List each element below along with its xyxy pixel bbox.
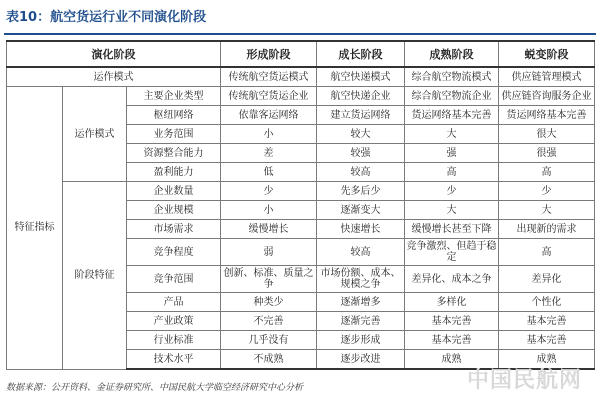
table-cell: 传统航空货运企业 xyxy=(221,87,317,106)
table-cell: 很大 xyxy=(499,125,595,144)
group-label: 特征指标 xyxy=(7,87,63,370)
row-label: 技术水平 xyxy=(127,350,221,370)
row-label: 竞争范围 xyxy=(127,266,221,293)
table-cell: 差异化、成本之争 xyxy=(405,266,499,293)
table-cell: 很强 xyxy=(499,144,595,163)
table-cell: 逐步改进 xyxy=(317,350,405,370)
table-cell: 货运网络基本完善 xyxy=(405,106,499,125)
row-label: 企业数量 xyxy=(127,182,221,201)
table-cell: 不完善 xyxy=(221,312,317,331)
table-cell: 小 xyxy=(221,125,317,144)
table-cell: 差异化 xyxy=(499,266,595,293)
table-cell: 供应链管理模式 xyxy=(499,67,595,87)
header-cell: 蜕变阶段 xyxy=(499,41,595,67)
table-cell: 差 xyxy=(221,144,317,163)
table-cell: 较高 xyxy=(317,239,405,266)
table-cell: 综合航空物流企业 xyxy=(405,87,499,106)
table-cell: 货运网络基本完善 xyxy=(499,106,595,125)
row-label: 产品 xyxy=(127,293,221,312)
header-cell: 成熟阶段 xyxy=(405,41,499,67)
table-cell: 种类少 xyxy=(221,293,317,312)
row-label: 行业标准 xyxy=(127,331,221,350)
table-cell: 不成熟 xyxy=(221,350,317,370)
table-cell: 少 xyxy=(405,182,499,201)
table-row xyxy=(7,67,595,87)
table-cell: 个性化 xyxy=(499,293,595,312)
row-label: 市场需求 xyxy=(127,220,221,239)
table-cell: 缓慢增长甚至下降 xyxy=(405,220,499,239)
table-cell: 大 xyxy=(405,125,499,144)
table-cell: 基本完善 xyxy=(499,312,595,331)
table-cell: 市场份额、成本、规模之争 xyxy=(317,266,405,293)
table-cell: 航空快递模式 xyxy=(317,67,405,87)
table-cell: 逐渐变大 xyxy=(317,201,405,220)
row-label: 枢纽网络 xyxy=(127,106,221,125)
table-cell: 大 xyxy=(499,201,595,220)
table-cell: 几乎没有 xyxy=(221,331,317,350)
evolution-stage-table xyxy=(6,40,595,370)
table-cell: 基本完善 xyxy=(499,331,595,350)
table-row xyxy=(7,87,595,106)
header-cell: 演化阶段 xyxy=(7,41,221,67)
table-cell: 航空快递企业 xyxy=(317,87,405,106)
table-cell: 少 xyxy=(499,182,595,201)
table-cell: 逐步形成 xyxy=(317,331,405,350)
table-cell: 先多后少 xyxy=(317,182,405,201)
table-cell: 综合航空物流模式 xyxy=(405,67,499,87)
row-label: 盈利能力 xyxy=(127,163,221,182)
table-cell: 成熟 xyxy=(499,350,595,370)
table-cell: 基本完善 xyxy=(405,312,499,331)
table-title: 表10：航空货运行业不同演化阶段 xyxy=(6,10,207,25)
table-cell: 小 xyxy=(221,201,317,220)
table-cell: 传统航空货运模式 xyxy=(221,67,317,87)
table-cell: 依靠客运网络 xyxy=(221,106,317,125)
table-cell: 创新、标准、质量之争 xyxy=(221,266,317,293)
table-cell: 少 xyxy=(221,182,317,201)
table-cell: 高 xyxy=(499,239,595,266)
row-label: 企业规模 xyxy=(127,201,221,220)
header-cell: 形成阶段 xyxy=(221,41,317,67)
row-label: 主要企业类型 xyxy=(127,87,221,106)
table-cell: 供应链咨询服务企业 xyxy=(499,87,595,106)
header-cell: 成长阶段 xyxy=(317,41,405,67)
row-label: 资源整合能力 xyxy=(127,144,221,163)
table-cell: 快速增长 xyxy=(317,220,405,239)
row-label: 产业政策 xyxy=(127,312,221,331)
row-label: 竞争程度 xyxy=(127,239,221,266)
table-cell: 大 xyxy=(405,201,499,220)
row-label: 运作模式 xyxy=(7,67,221,87)
row-label: 业务范围 xyxy=(127,125,221,144)
subgroup-label: 运作模式 xyxy=(63,87,127,182)
table-cell: 较大 xyxy=(317,125,405,144)
table-cell: 高 xyxy=(405,163,499,182)
source-note: 数据来源：公开资料、金证券研究所、中国民航大学临空经济研究中心分析 xyxy=(6,383,304,393)
watermark-logo-text: 中国民航网 xyxy=(466,368,582,393)
table-cell: 较高 xyxy=(317,163,405,182)
table-cell: 成熟 xyxy=(405,350,499,370)
table-row xyxy=(7,182,595,201)
table-cell: 逐渐增多 xyxy=(317,293,405,312)
table-cell: 逐渐完善 xyxy=(317,312,405,331)
subgroup-label: 阶段特征 xyxy=(63,182,127,370)
table-cell: 较强 xyxy=(317,144,405,163)
table-cell: 竞争激烈、但趋于稳定 xyxy=(405,239,499,266)
table-cell: 弱 xyxy=(221,239,317,266)
table-cell: 出现新的需求 xyxy=(499,220,595,239)
table-cell: 建立货运网络 xyxy=(317,106,405,125)
table-cell: 基本完善 xyxy=(405,331,499,350)
table-cell: 强 xyxy=(405,144,499,163)
header-row xyxy=(7,41,595,67)
table-cell: 缓慢增长 xyxy=(221,220,317,239)
table-cell: 高 xyxy=(499,163,595,182)
table-cell: 低 xyxy=(221,163,317,182)
title-divider xyxy=(4,33,596,35)
table-cell: 多样化 xyxy=(405,293,499,312)
